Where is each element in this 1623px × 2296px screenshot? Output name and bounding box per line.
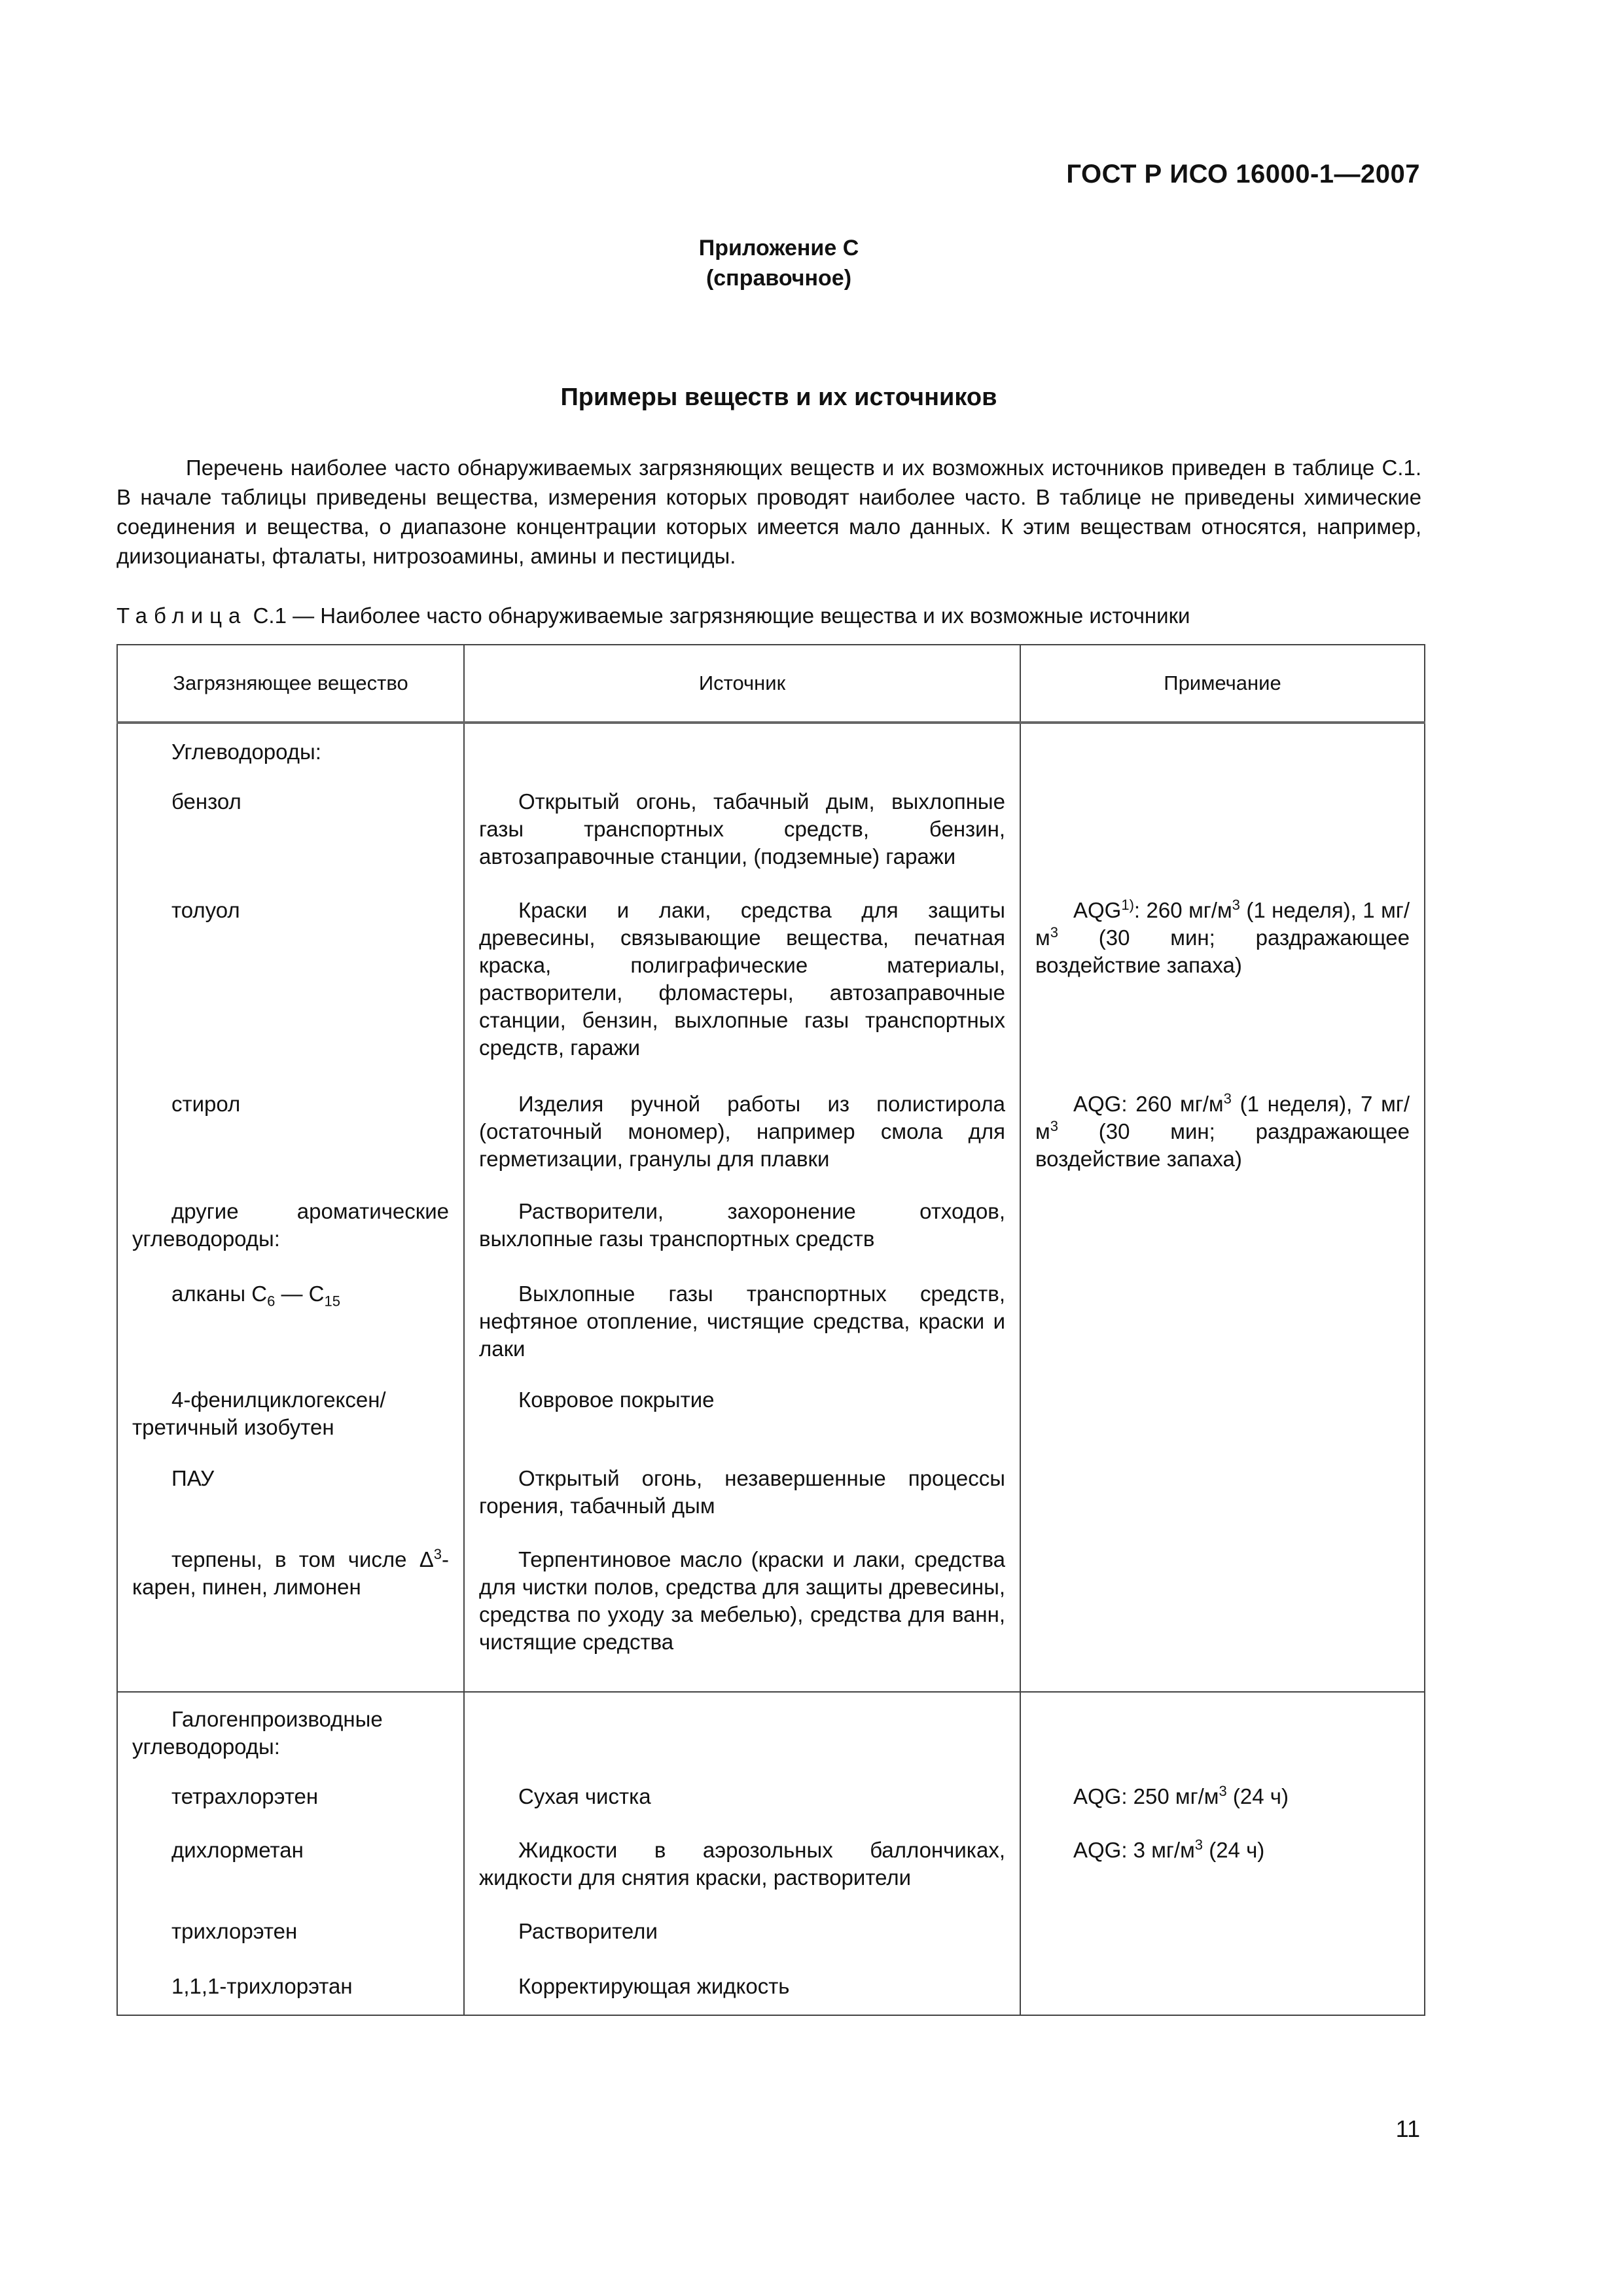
standard-code: ГОСТ Р ИСО 16000-1—2007 <box>1066 160 1420 188</box>
source-cell: Жидкости в аэрозольных баллончиках, жидкости для снятия краски, растворители <box>464 1833 1020 1914</box>
note-text: AQG: 250 мг/м <box>1073 1784 1219 1808</box>
source-cell: Краски и лаки, средства для защиты древесины, связывающие вещества, печатная краска, полиграфические материалы, растворители, фломастеры, автозаправочные станции, бензин, выхлопные газы транспортных средств, гаражи <box>464 893 1020 1086</box>
group-title-hydrocarbons: Углеводороды: <box>117 723 464 781</box>
page-number: 11 <box>1395 2115 1420 2142</box>
table-caption-label: Таблица <box>116 603 247 628</box>
table-row <box>117 1461 1425 1542</box>
substances-table <box>116 644 1425 2016</box>
note-text: AQG <box>1073 898 1122 922</box>
note-text: AQG: 3 мг/м <box>1073 1838 1195 1862</box>
substance-sub: 6 <box>267 1293 276 1310</box>
table-row <box>117 1542 1425 1692</box>
note-cell <box>1020 1276 1425 1382</box>
substance-text: — С <box>275 1282 325 1306</box>
intro-paragraph: Перечень наиболее часто обнаруживаемых загрязняющих веществ и их возможных источников приведен в таблице С.1. В начале таблицы приведены вещества, измерения которых проводят наиболее часто. В таблице не приведены химические соединения и вещества, о диапазоне концентрации которых имеется мало данных. К этим веществам относятся, например, диизоцианаты, фталаты, нитрозоамины, амины и пестициды. <box>116 456 1421 568</box>
source-cell: Растворители <box>464 1914 1020 1969</box>
substance-cell <box>117 1276 464 1382</box>
table-caption <box>116 601 1425 630</box>
substance-sup: 3 <box>433 1546 442 1562</box>
table-row <box>117 1969 1425 2015</box>
annex-title: Приложение С <box>698 236 859 260</box>
substance-sub: 15 <box>324 1293 340 1310</box>
source-cell: Открытый огонь, незавершенные процессы горения, табачный дым <box>464 1461 1020 1542</box>
note-cell <box>1020 1542 1425 1692</box>
note-text: (30 мин; раздражающее воздействие запаха) <box>1035 1119 1410 1171</box>
substance-cell: ПАУ <box>117 1461 464 1542</box>
header-note: Примечание <box>1020 645 1425 723</box>
note-sup: 3 <box>1194 1837 1204 1853</box>
table-row <box>117 1914 1425 1969</box>
note-text: (24 ч) <box>1203 1838 1265 1862</box>
source-cell: Ковровое покрытие <box>464 1382 1020 1461</box>
substance-cell: 4-фенилциклогексен/ третичный изобутен <box>117 1382 464 1461</box>
delta-symbol: Δ <box>419 1547 434 1571</box>
annex-heading <box>0 233 1558 293</box>
note-text: (30 мин; раздражающее воздействие запаха) <box>1035 925 1410 977</box>
table-row <box>117 1086 1425 1194</box>
empty-cell <box>1020 1692 1425 1779</box>
source-cell: Изделия ручной работы из полистирола (остаточный мономер), например смола для герметизации, гранулы для плавки <box>464 1086 1020 1194</box>
source-cell: Открытый огонь, табачный дым, выхлопные газы транспортных средств, бензин, автозаправочные станции, (подземные) гаражи <box>464 781 1020 893</box>
empty-cell <box>464 723 1020 781</box>
note-cell <box>1020 893 1425 1086</box>
note-sup: 1) <box>1121 897 1134 913</box>
empty-cell <box>1020 723 1425 781</box>
table-row <box>117 781 1425 893</box>
note-cell <box>1020 1969 1425 2015</box>
table-row <box>117 1779 1425 1833</box>
note-cell <box>1020 1382 1425 1461</box>
note-cell <box>1020 1194 1425 1276</box>
header-substance: Загрязняющее вещество <box>117 645 464 723</box>
table-row <box>117 1382 1425 1461</box>
table-header-row <box>117 645 1425 723</box>
substance-text: алканы С <box>171 1282 268 1306</box>
substance-cell: 1,1,1-трихлорэтан <box>117 1969 464 2015</box>
substance-cell: трихлорэтен <box>117 1914 464 1969</box>
note-text: (24 ч) <box>1226 1784 1289 1808</box>
empty-cell <box>464 1692 1020 1779</box>
note-cell <box>1020 1914 1425 1969</box>
note-text: (1 неделя), 1 мг/м <box>1035 898 1410 950</box>
note-sup: 3 <box>1223 1090 1232 1107</box>
substance-cell: бензол <box>117 781 464 893</box>
substance-cell <box>117 1542 464 1692</box>
substance-cell: другие ароматические углеводороды: <box>117 1194 464 1276</box>
note-cell <box>1020 1833 1425 1914</box>
substance-cell: толуол <box>117 893 464 1086</box>
group-title-row <box>117 1692 1425 1779</box>
note-sup: 3 <box>1050 924 1058 941</box>
group-title-row <box>117 723 1425 781</box>
source-cell: Терпентиновое масло (краски и лаки, средства для чистки полов, средства для защиты древесины, средства по уходу за мебелью), средства для ванн, чистящие средства <box>464 1542 1020 1692</box>
group-title-halogenated: Галогенпроизводные углеводороды: <box>117 1692 464 1779</box>
substance-text: -карен, пинен, лимонен <box>132 1547 449 1599</box>
note-cell <box>1020 1779 1425 1833</box>
note-cell <box>1020 1461 1425 1542</box>
note-sup: 3 <box>1050 1118 1058 1134</box>
table-row <box>117 893 1425 1086</box>
header-source: Источник <box>464 645 1020 723</box>
substance-cell: тетрахлорэтен <box>117 1779 464 1833</box>
substance-cell: стирол <box>117 1086 464 1194</box>
note-text: AQG: 260 мг/м <box>1073 1092 1224 1116</box>
note-cell <box>1020 1086 1425 1194</box>
section-title: Примеры веществ и их источников <box>560 384 997 411</box>
source-cell: Сухая чистка <box>464 1779 1020 1833</box>
source-cell: Растворители, захоронение отходов, выхлопные газы транспортных средств <box>464 1194 1020 1276</box>
note-text: : 260 мг/м <box>1133 898 1232 922</box>
note-text: (1 неделя), 7 мг/м <box>1035 1092 1410 1143</box>
annex-type: (справочное) <box>705 266 852 291</box>
source-cell: Корректирующая жидкость <box>464 1969 1020 2015</box>
source-cell: Выхлопные газы транспортных средств, нефтяное отопление, чистящие средства, краски и лаки <box>464 1276 1020 1382</box>
note-cell <box>1020 781 1425 893</box>
substance-text: терпены, в том числе <box>171 1547 419 1571</box>
table-caption-text: С.1 — Наиболее часто обнаруживаемые загрязняющие вещества и их возможные источники <box>253 603 1190 628</box>
note-sup: 3 <box>1219 1783 1227 1799</box>
table-row <box>117 1276 1425 1382</box>
table-row <box>117 1194 1425 1276</box>
table-row <box>117 1833 1425 1914</box>
substance-cell: дихлорметан <box>117 1833 464 1914</box>
note-sup: 3 <box>1232 897 1240 913</box>
